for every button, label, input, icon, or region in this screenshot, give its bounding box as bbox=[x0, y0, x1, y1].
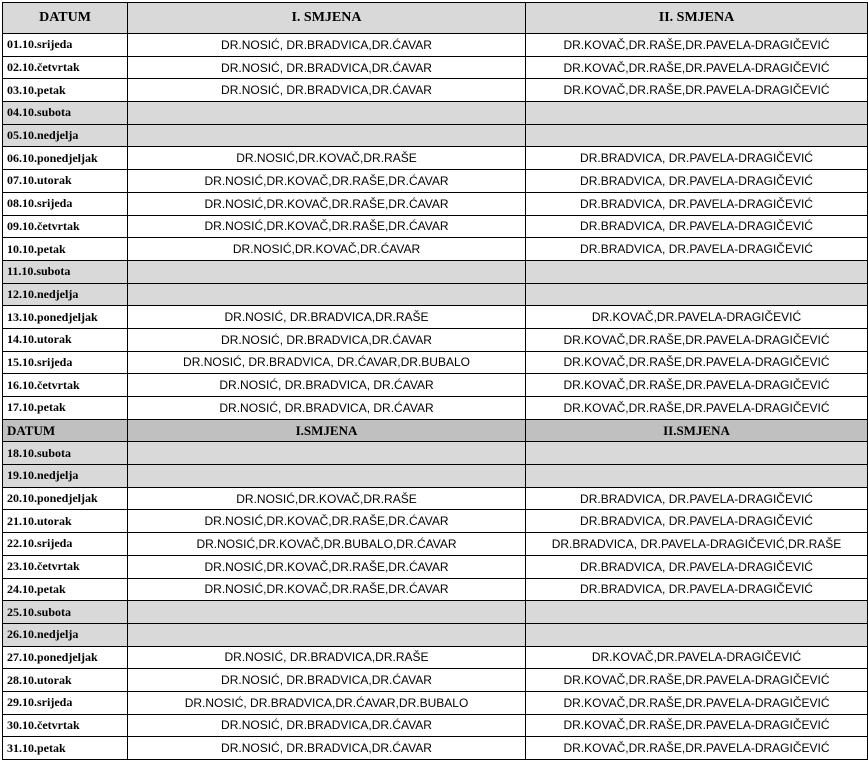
shift-2-cell bbox=[526, 283, 868, 306]
date-cell: 10.10.petak bbox=[3, 238, 128, 261]
date-cell: 21.10.utorak bbox=[3, 510, 128, 533]
shift-1-cell: DR.NOSIĆ, DR.BRADVICA,DR.ĆAVAR bbox=[128, 669, 526, 692]
header-shift-1-2: I.SMJENA bbox=[128, 419, 526, 442]
shift-1-cell: DR.NOSIĆ, DR.BRADVICA,DR.ĆAVAR bbox=[128, 328, 526, 351]
date-cell: 17.10.petak bbox=[3, 397, 128, 420]
date-cell: 18.10.subota bbox=[3, 442, 128, 465]
date-cell: 12.10.nedjelja bbox=[3, 283, 128, 306]
weekend-row bbox=[3, 124, 868, 147]
shift-1-cell bbox=[128, 465, 526, 488]
date-cell: 01.10.srijeda bbox=[3, 34, 128, 57]
shift-1-cell bbox=[128, 623, 526, 646]
shift-2-cell: DR.KOVAČ,DR.RAŠE,DR.PAVELA-DRAGIČEVIĆ bbox=[526, 669, 868, 692]
shift-2-cell: DR.BRADVICA, DR.PAVELA-DRAGIČEVIĆ bbox=[526, 170, 868, 193]
date-cell: 02.10.četvrtak bbox=[3, 56, 128, 79]
schedule-row bbox=[3, 328, 868, 351]
shift-1-cell: DR.NOSIĆ, DR.BRADVICA,DR.ĆAVAR bbox=[128, 34, 526, 57]
schedule-row bbox=[3, 669, 868, 692]
shift-2-cell: DR.KOVAČ,DR.PAVELA-DRAGIČEVIĆ bbox=[526, 646, 868, 669]
weekend-row bbox=[3, 283, 868, 306]
shift-1-cell: DR.NOSIĆ,DR.KOVAČ,DR.RAŠE,DR.ĆAVAR bbox=[128, 192, 526, 215]
schedule-row bbox=[3, 238, 868, 261]
shift-2-cell: DR.BRADVICA, DR.PAVELA-DRAGIČEVIĆ bbox=[526, 510, 868, 533]
shift-2-cell: DR.BRADVICA, DR.PAVELA-DRAGIČEVIĆ bbox=[526, 215, 868, 238]
shift-1-cell: DR.NOSIĆ,DR.KOVAČ,DR.RAŠE,DR.ĆAVAR bbox=[128, 170, 526, 193]
date-cell: 22.10.srijeda bbox=[3, 533, 128, 556]
weekend-row bbox=[3, 623, 868, 646]
weekend-row bbox=[3, 601, 868, 624]
date-cell: 05.10.nedjelja bbox=[3, 124, 128, 147]
shift-1-cell: DR.NOSIĆ, DR.BRADVICA,DR.ĆAVAR,DR.BUBALO bbox=[128, 691, 526, 714]
date-cell: 20.10.ponedjeljak bbox=[3, 487, 128, 510]
schedule-row bbox=[3, 714, 868, 737]
weekend-row bbox=[3, 465, 868, 488]
schedule-row bbox=[3, 170, 868, 193]
shift-2-cell: DR.BRADVICA, DR.PAVELA-DRAGIČEVIĆ bbox=[526, 147, 868, 170]
date-cell: 11.10.subota bbox=[3, 260, 128, 283]
shift-1-cell: DR.NOSIĆ,DR.KOVAČ,DR.BUBALO,DR.ĆAVAR bbox=[128, 533, 526, 556]
header-shift-1: I. SMJENA bbox=[128, 3, 526, 34]
shift-1-cell: DR.NOSIĆ, DR.BRADVICA,DR.RAŠE bbox=[128, 646, 526, 669]
shift-2-cell: DR.BRADVICA, DR.PAVELA-DRAGIČEVIĆ bbox=[526, 578, 868, 601]
schedule-row bbox=[3, 306, 868, 329]
schedule-row bbox=[3, 578, 868, 601]
date-cell: 06.10.ponedjeljak bbox=[3, 147, 128, 170]
schedule-row bbox=[3, 737, 868, 760]
schedule-row bbox=[3, 487, 868, 510]
shift-1-cell bbox=[128, 601, 526, 624]
shift-2-cell: DR.KOVAČ,DR.RAŠE,DR.PAVELA-DRAGIČEVIĆ bbox=[526, 737, 868, 760]
shift-2-cell: DR.KOVAČ,DR.RAŠE,DR.PAVELA-DRAGIČEVIĆ bbox=[526, 34, 868, 57]
schedule-row bbox=[3, 646, 868, 669]
header-row bbox=[3, 3, 868, 34]
shift-1-cell: DR.NOSIĆ, DR.BRADVICA, DR.ĆAVAR bbox=[128, 397, 526, 420]
schedule-row bbox=[3, 555, 868, 578]
date-cell: 04.10.subota bbox=[3, 102, 128, 125]
shift-1-cell bbox=[128, 442, 526, 465]
shift-1-cell: DR.NOSIĆ, DR.BRADVICA,DR.RAŠE bbox=[128, 306, 526, 329]
shift-schedule-table bbox=[2, 2, 868, 760]
date-cell: 14.10.utorak bbox=[3, 328, 128, 351]
date-cell: 07.10.utorak bbox=[3, 170, 128, 193]
weekend-row bbox=[3, 260, 868, 283]
header-shift-2-2: II.SMJENA bbox=[526, 419, 868, 442]
date-cell: 30.10.četvrtak bbox=[3, 714, 128, 737]
header-date: DATUM bbox=[3, 3, 128, 34]
schedule-body bbox=[3, 3, 868, 760]
schedule-row bbox=[3, 374, 868, 397]
shift-1-cell: DR.NOSIĆ,DR.KOVAČ,DR.RAŠE,DR.ĆAVAR bbox=[128, 215, 526, 238]
date-cell: 16.10.četvrtak bbox=[3, 374, 128, 397]
shift-1-cell: DR.NOSIĆ, DR.BRADVICA,DR.ĆAVAR bbox=[128, 714, 526, 737]
date-cell: 19.10.nedjelja bbox=[3, 465, 128, 488]
date-cell: 13.10.ponedjeljak bbox=[3, 306, 128, 329]
shift-1-cell: DR.NOSIĆ,DR.KOVAČ,DR.RAŠE,DR.ĆAVAR bbox=[128, 510, 526, 533]
shift-2-cell: DR.KOVAČ,DR.RAŠE,DR.PAVELA-DRAGIČEVIĆ bbox=[526, 374, 868, 397]
header-date-2: DATUM bbox=[3, 419, 128, 442]
shift-1-cell bbox=[128, 260, 526, 283]
shift-2-cell: DR.KOVAČ,DR.RAŠE,DR.PAVELA-DRAGIČEVIĆ bbox=[526, 56, 868, 79]
shift-2-cell: DR.BRADVICA, DR.PAVELA-DRAGIČEVIĆ bbox=[526, 555, 868, 578]
shift-2-cell: DR.KOVAČ,DR.RAŠE,DR.PAVELA-DRAGIČEVIĆ bbox=[526, 351, 868, 374]
schedule-row bbox=[3, 533, 868, 556]
shift-1-cell: DR.NOSIĆ,DR.KOVAČ,DR.RAŠE,DR.ĆAVAR bbox=[128, 555, 526, 578]
shift-1-cell: DR.NOSIĆ, DR.BRADVICA, DR.ĆAVAR,DR.BUBALO bbox=[128, 351, 526, 374]
shift-1-cell: DR.NOSIĆ,DR.KOVAČ,DR.RAŠE bbox=[128, 487, 526, 510]
shift-1-cell: DR.NOSIĆ,DR.KOVAČ,DR.ĆAVAR bbox=[128, 238, 526, 261]
shift-1-cell: DR.NOSIĆ,DR.KOVAČ,DR.RAŠE,DR.ĆAVAR bbox=[128, 578, 526, 601]
date-cell: 24.10.petak bbox=[3, 578, 128, 601]
shift-2-cell: DR.KOVAČ,DR.RAŠE,DR.PAVELA-DRAGIČEVIĆ bbox=[526, 328, 868, 351]
date-cell: 15.10.srijeda bbox=[3, 351, 128, 374]
date-cell: 09.10.četvrtak bbox=[3, 215, 128, 238]
shift-2-cell bbox=[526, 124, 868, 147]
shift-2-cell: DR.BRADVICA, DR.PAVELA-DRAGIČEVIĆ bbox=[526, 238, 868, 261]
date-cell: 31.10.petak bbox=[3, 737, 128, 760]
weekend-row bbox=[3, 442, 868, 465]
shift-1-cell: DR.NOSIĆ, DR.BRADVICA,DR.ĆAVAR bbox=[128, 79, 526, 102]
date-cell: 26.10.nedjelja bbox=[3, 623, 128, 646]
schedule-row bbox=[3, 34, 868, 57]
shift-2-cell bbox=[526, 601, 868, 624]
shift-2-cell: DR.BRADVICA, DR.PAVELA-DRAGIČEVIĆ bbox=[526, 192, 868, 215]
shift-1-cell bbox=[128, 102, 526, 125]
shift-2-cell bbox=[526, 260, 868, 283]
shift-2-cell bbox=[526, 102, 868, 125]
schedule-row bbox=[3, 397, 868, 420]
schedule-row bbox=[3, 691, 868, 714]
schedule-row bbox=[3, 351, 868, 374]
shift-2-cell bbox=[526, 465, 868, 488]
shift-1-cell: DR.NOSIĆ, DR.BRADVICA, DR.ĆAVAR bbox=[128, 374, 526, 397]
header-row-2 bbox=[3, 419, 868, 442]
shift-2-cell: DR.BRADVICA, DR.PAVELA-DRAGIČEVIĆ,DR.RAŠE bbox=[526, 533, 868, 556]
schedule-row bbox=[3, 147, 868, 170]
shift-2-cell bbox=[526, 623, 868, 646]
date-cell: 03.10.petak bbox=[3, 79, 128, 102]
date-cell: 25.10.subota bbox=[3, 601, 128, 624]
schedule-row bbox=[3, 192, 868, 215]
shift-2-cell bbox=[526, 442, 868, 465]
shift-2-cell: DR.KOVAČ,DR.RAŠE,DR.PAVELA-DRAGIČEVIĆ bbox=[526, 397, 868, 420]
date-cell: 08.10.srijeda bbox=[3, 192, 128, 215]
header-shift-2: II. SMJENA bbox=[526, 3, 868, 34]
date-cell: 27.10.ponedjeljak bbox=[3, 646, 128, 669]
shift-1-cell bbox=[128, 283, 526, 306]
shift-2-cell: DR.BRADVICA, DR.PAVELA-DRAGIČEVIĆ bbox=[526, 487, 868, 510]
date-cell: 23.10.četvrtak bbox=[3, 555, 128, 578]
shift-2-cell: DR.KOVAČ,DR.RAŠE,DR.PAVELA-DRAGIČEVIĆ bbox=[526, 691, 868, 714]
shift-1-cell bbox=[128, 124, 526, 147]
date-cell: 28.10.utorak bbox=[3, 669, 128, 692]
shift-2-cell: DR.KOVAČ,DR.RAŠE,DR.PAVELA-DRAGIČEVIĆ bbox=[526, 79, 868, 102]
shift-1-cell: DR.NOSIĆ, DR.BRADVICA,DR.ĆAVAR bbox=[128, 737, 526, 760]
shift-1-cell: DR.NOSIĆ, DR.BRADVICA,DR.ĆAVAR bbox=[128, 56, 526, 79]
shift-1-cell: DR.NOSIĆ,DR.KOVAČ,DR.RAŠE bbox=[128, 147, 526, 170]
schedule-row bbox=[3, 56, 868, 79]
weekend-row bbox=[3, 102, 868, 125]
shift-2-cell: DR.KOVAČ,DR.PAVELA-DRAGIČEVIĆ bbox=[526, 306, 868, 329]
schedule-row bbox=[3, 510, 868, 533]
shift-2-cell: DR.KOVAČ,DR.RAŠE,DR.PAVELA-DRAGIČEVIĆ bbox=[526, 714, 868, 737]
date-cell: 29.10.srijeda bbox=[3, 691, 128, 714]
schedule-row bbox=[3, 79, 868, 102]
schedule-row bbox=[3, 215, 868, 238]
